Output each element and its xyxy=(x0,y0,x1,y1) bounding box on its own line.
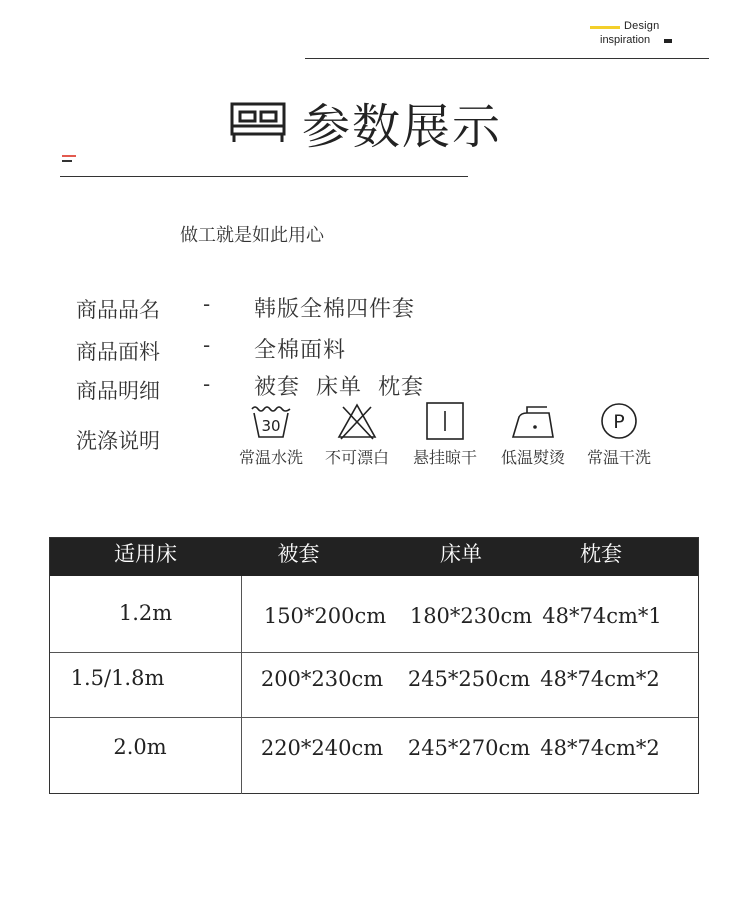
title-divider xyxy=(60,176,468,177)
care-caption: 常温干洗 xyxy=(586,448,651,467)
bed-icon xyxy=(228,100,288,144)
care-item-no-bleach xyxy=(312,401,402,468)
care-item-hang-dry xyxy=(400,401,490,468)
cell-pillowcase: 48*74cm*1 xyxy=(542,604,662,628)
wash-30-icon xyxy=(249,401,293,441)
param-dash: - xyxy=(203,333,211,357)
dry-clean-icon xyxy=(597,401,641,441)
header-bed: 适用床 xyxy=(114,542,177,566)
care-caption: 常温水洗 xyxy=(238,448,303,467)
cell-pillowcase: 48*74cm*2 xyxy=(540,736,660,760)
cell-bed-size: 1.5/1.8m xyxy=(70,666,165,690)
dark-accent-bar xyxy=(664,39,672,43)
param-value-name: 韩版全棉四件套 xyxy=(254,297,416,322)
cell-duvet: 200*230cm xyxy=(260,667,384,691)
cell-duvet: 150*200cm xyxy=(263,604,387,628)
yellow-accent-bar xyxy=(590,26,620,29)
care-item-low-iron xyxy=(488,401,578,468)
row-divider xyxy=(50,717,698,718)
column-divider xyxy=(241,576,242,794)
param-label-name: 商品品名 xyxy=(76,298,160,322)
param-value-fabric: 全棉面料 xyxy=(254,338,347,363)
hang-dry-icon xyxy=(423,401,467,441)
care-caption: 低温熨烫 xyxy=(500,448,565,467)
size-table xyxy=(49,537,699,794)
brand-line2: inspiration xyxy=(600,34,651,46)
red-accent-dash xyxy=(62,155,76,157)
cell-sheet: 180*230cm xyxy=(409,604,533,628)
wash-label: 洗涤说明 xyxy=(76,429,160,453)
care-item-wash xyxy=(226,401,316,468)
param-value-details: 被套 床单 枕套 xyxy=(254,375,424,400)
care-caption: 不可漂白 xyxy=(324,448,389,467)
param-label-details: 商品明细 xyxy=(76,379,160,403)
header-duvet: 被套 xyxy=(277,542,320,566)
cell-sheet: 245*250cm xyxy=(407,667,531,691)
low-iron-icon xyxy=(509,401,557,441)
dry-clean-letter: P xyxy=(613,411,625,433)
dark-accent-dash xyxy=(62,160,72,162)
wash-temp: 30 xyxy=(261,417,281,435)
cell-pillowcase: 48*74cm*2 xyxy=(540,667,660,691)
top-divider xyxy=(305,58,709,59)
header-pillowcase: 枕套 xyxy=(580,542,622,566)
cell-bed-size: 1.2m xyxy=(118,601,173,625)
cell-sheet: 245*270cm xyxy=(407,736,531,760)
param-label-fabric: 商品面料 xyxy=(76,340,160,364)
cell-bed-size: 2.0m xyxy=(113,735,167,759)
brand-line1: Design xyxy=(624,20,660,32)
header-sheet: 床单 xyxy=(440,542,482,566)
page-title: 参数展示 xyxy=(302,98,503,155)
care-caption: 悬挂晾干 xyxy=(412,448,477,467)
no-bleach-icon xyxy=(335,401,379,441)
row-divider xyxy=(50,652,698,653)
tagline: 做工就是如此用心 xyxy=(180,225,324,246)
table-header xyxy=(50,538,698,576)
param-dash: - xyxy=(203,292,211,316)
design-inspiration-logo xyxy=(590,20,710,60)
cell-duvet: 220*240cm xyxy=(260,736,384,760)
section-title xyxy=(228,90,502,154)
care-item-dry-clean xyxy=(574,401,664,468)
param-dash: - xyxy=(203,372,211,396)
